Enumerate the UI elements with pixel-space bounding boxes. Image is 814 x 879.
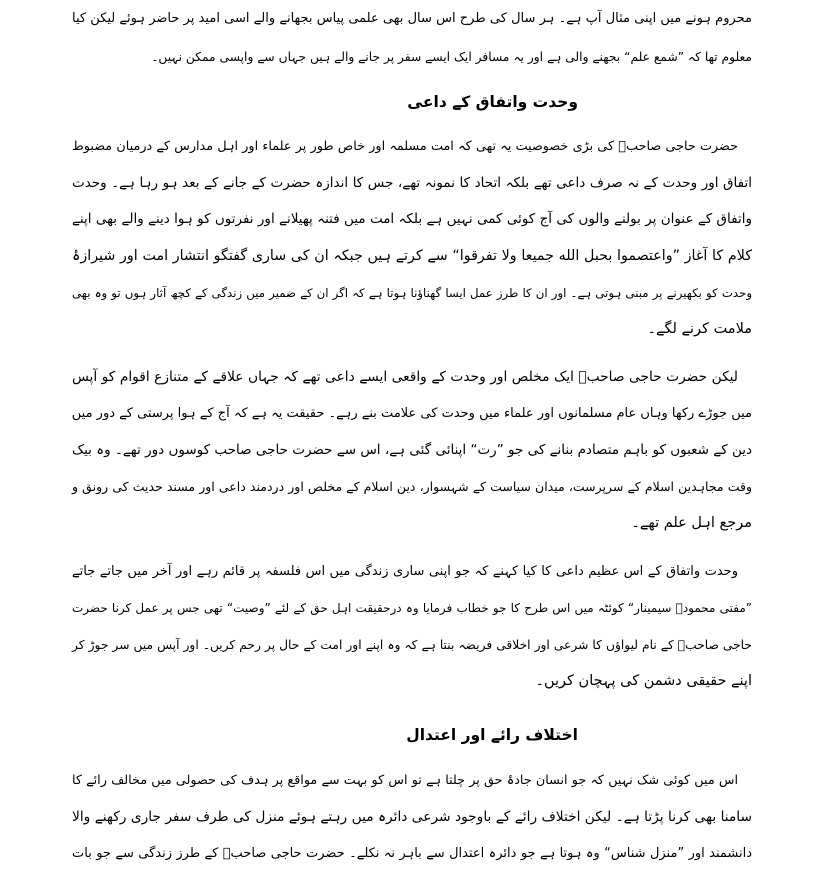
text-line: دین کے شعبوں کو باہم متصادم بنانے کی جو ”رت“ اپنائی گئی ہے، اس سے حضرت حاجی صاحب کوسوں دور تھے۔ وہ بیک bbox=[72, 442, 752, 458]
section-heading: وحدت واتفاق کے داعی bbox=[407, 93, 578, 111]
text-line: ملامت کرنے لگے۔ bbox=[647, 321, 752, 337]
text-line: حضرت حاجی صاحبؒ کی بڑی خصوصیت یہ تھی کہ امت مسلمہ اور خاص طور پر علماء اور اہل مدارس کے درمیان مضبوط bbox=[72, 139, 738, 154]
text-line: حاجی صاحبؒ کے نام لیواؤں کا شرعی اور اخلاقی فریضہ بنتا ہے کہ وہ اپنے اور امت کے حال پر رحم کریں۔ اور آپس میں سر جوڑ کر bbox=[72, 638, 752, 652]
text-line: محروم ہونے میں اپنی مثال آپ ہے۔ ہر سال کی طرح اس سال بھی علمی پیاس بجھانے والے اسی امید پر حاضر ہوئے لیکن کیا bbox=[72, 11, 752, 26]
text-line: وحدت کو بکھیرنے پر مبنی ہوتی ہے۔ اور ان کا طرز عمل ایسا گھناؤنا ہوتا ہے کہ اگر ان کے ضمیر میں زندگی کے کچھ آثار ہوں تو وہ بھی bbox=[72, 286, 752, 300]
text-line: واتفاق کے عنوان پر بولنے والوں کی آج کوئی کمی نہیں ہے بلکہ امت میں فتنہ پھیلانے اور نفرتوں کو ہوا دینے والے بھی اپنے bbox=[72, 211, 752, 227]
text-line: سامنا بھی کرنا پڑتا ہے۔ لیکن اختلاف رائے کے باوجود شرعی دائرہ میں رہتے ہوئے منزل کی طرف سفر جاری رکھنے والا bbox=[72, 809, 752, 825]
text-line: وقت مجاہدین اسلام کے سرپرست، میدان سیاست کے شہسوار، دین اسلام کے مخلص اور دردمند داعی اور مسند حدیث کی رونق و bbox=[72, 479, 752, 494]
section-heading: اختلاف رائے اور اعتدال bbox=[406, 726, 578, 744]
text-line: مرجع اہل علم تھے۔ bbox=[631, 515, 752, 531]
text-line: کلام کا آغاز ”واعتصموا بحبل الله جميعا ولا تفرقوا“ سے کرتے ہیں جبکہ ان کی ساری گفتگو انتشار امت اور شیرازۂ bbox=[72, 248, 752, 264]
text-line: اس میں کوئی شک نہیں کہ جو انسان جادۂ حق پر چلتا ہے تو اس کو بہت سے مواقع پر ہدف کی حصولی میں مخالف رائے کا bbox=[72, 773, 738, 788]
text-line: وحدت واتفاق کے اس عظیم داعی کا کیا کہنے کہ جو اپنی ساری زندگی میں اس فلسفہ پر قائم رہے اور آخر میں جاتے جاتے bbox=[72, 564, 738, 579]
text-line: میں جوڑے رکھا وہاں عام مسلمانوں اور علماء میں وحدت کی علامت بنے رہے۔ حقیقت یہ ہے کہ آج کے ہوا پرستی کے دور میں bbox=[71, 406, 752, 421]
text-line: لیکن حضرت حاجی صاحبؒ ایک مخلص اور وحدت کے واقعی ایسے داعی تھے کہ جہاں علاقے کے متنازع اقوام کو آپس bbox=[72, 369, 738, 385]
text-line: معلوم تھا کہ ”شمع علم“ بجھنے والی ہے اور یہ مسافر ایک ایسے سفر پر جانے والے ہیں جہاں سے واپسی ممکن نہیں۔ bbox=[151, 50, 752, 64]
text-line: ”مفتی محمودؒ سیمینار“ کوئٹہ میں اس طرح کا جو خطاب فرمایا وہ درحقیقت اہل حق کے لئے ”وصیت“ تھی جس پر عمل کرنا حضرت bbox=[72, 601, 752, 615]
text-line: اتفاق اور وحدت کے نہ صرف داعی تھے بلکہ اتحاد کا نمونہ تھے، جس کا اندازہ حضرت کے جانے کے بعد ہو رہا ہے۔ وحدت bbox=[72, 175, 752, 191]
text-line: دانشمند اور ”منزل شناس“ وہ ہوتا ہے جو دائرہ اعتدال سے باہر نہ نکلے۔ حضرت حاجی صاحبؒ کے طرز زندگی سے جو بات bbox=[72, 846, 752, 861]
text-line: اپنے حقیقی دشمن کی پہچان کریں۔ bbox=[535, 673, 752, 689]
